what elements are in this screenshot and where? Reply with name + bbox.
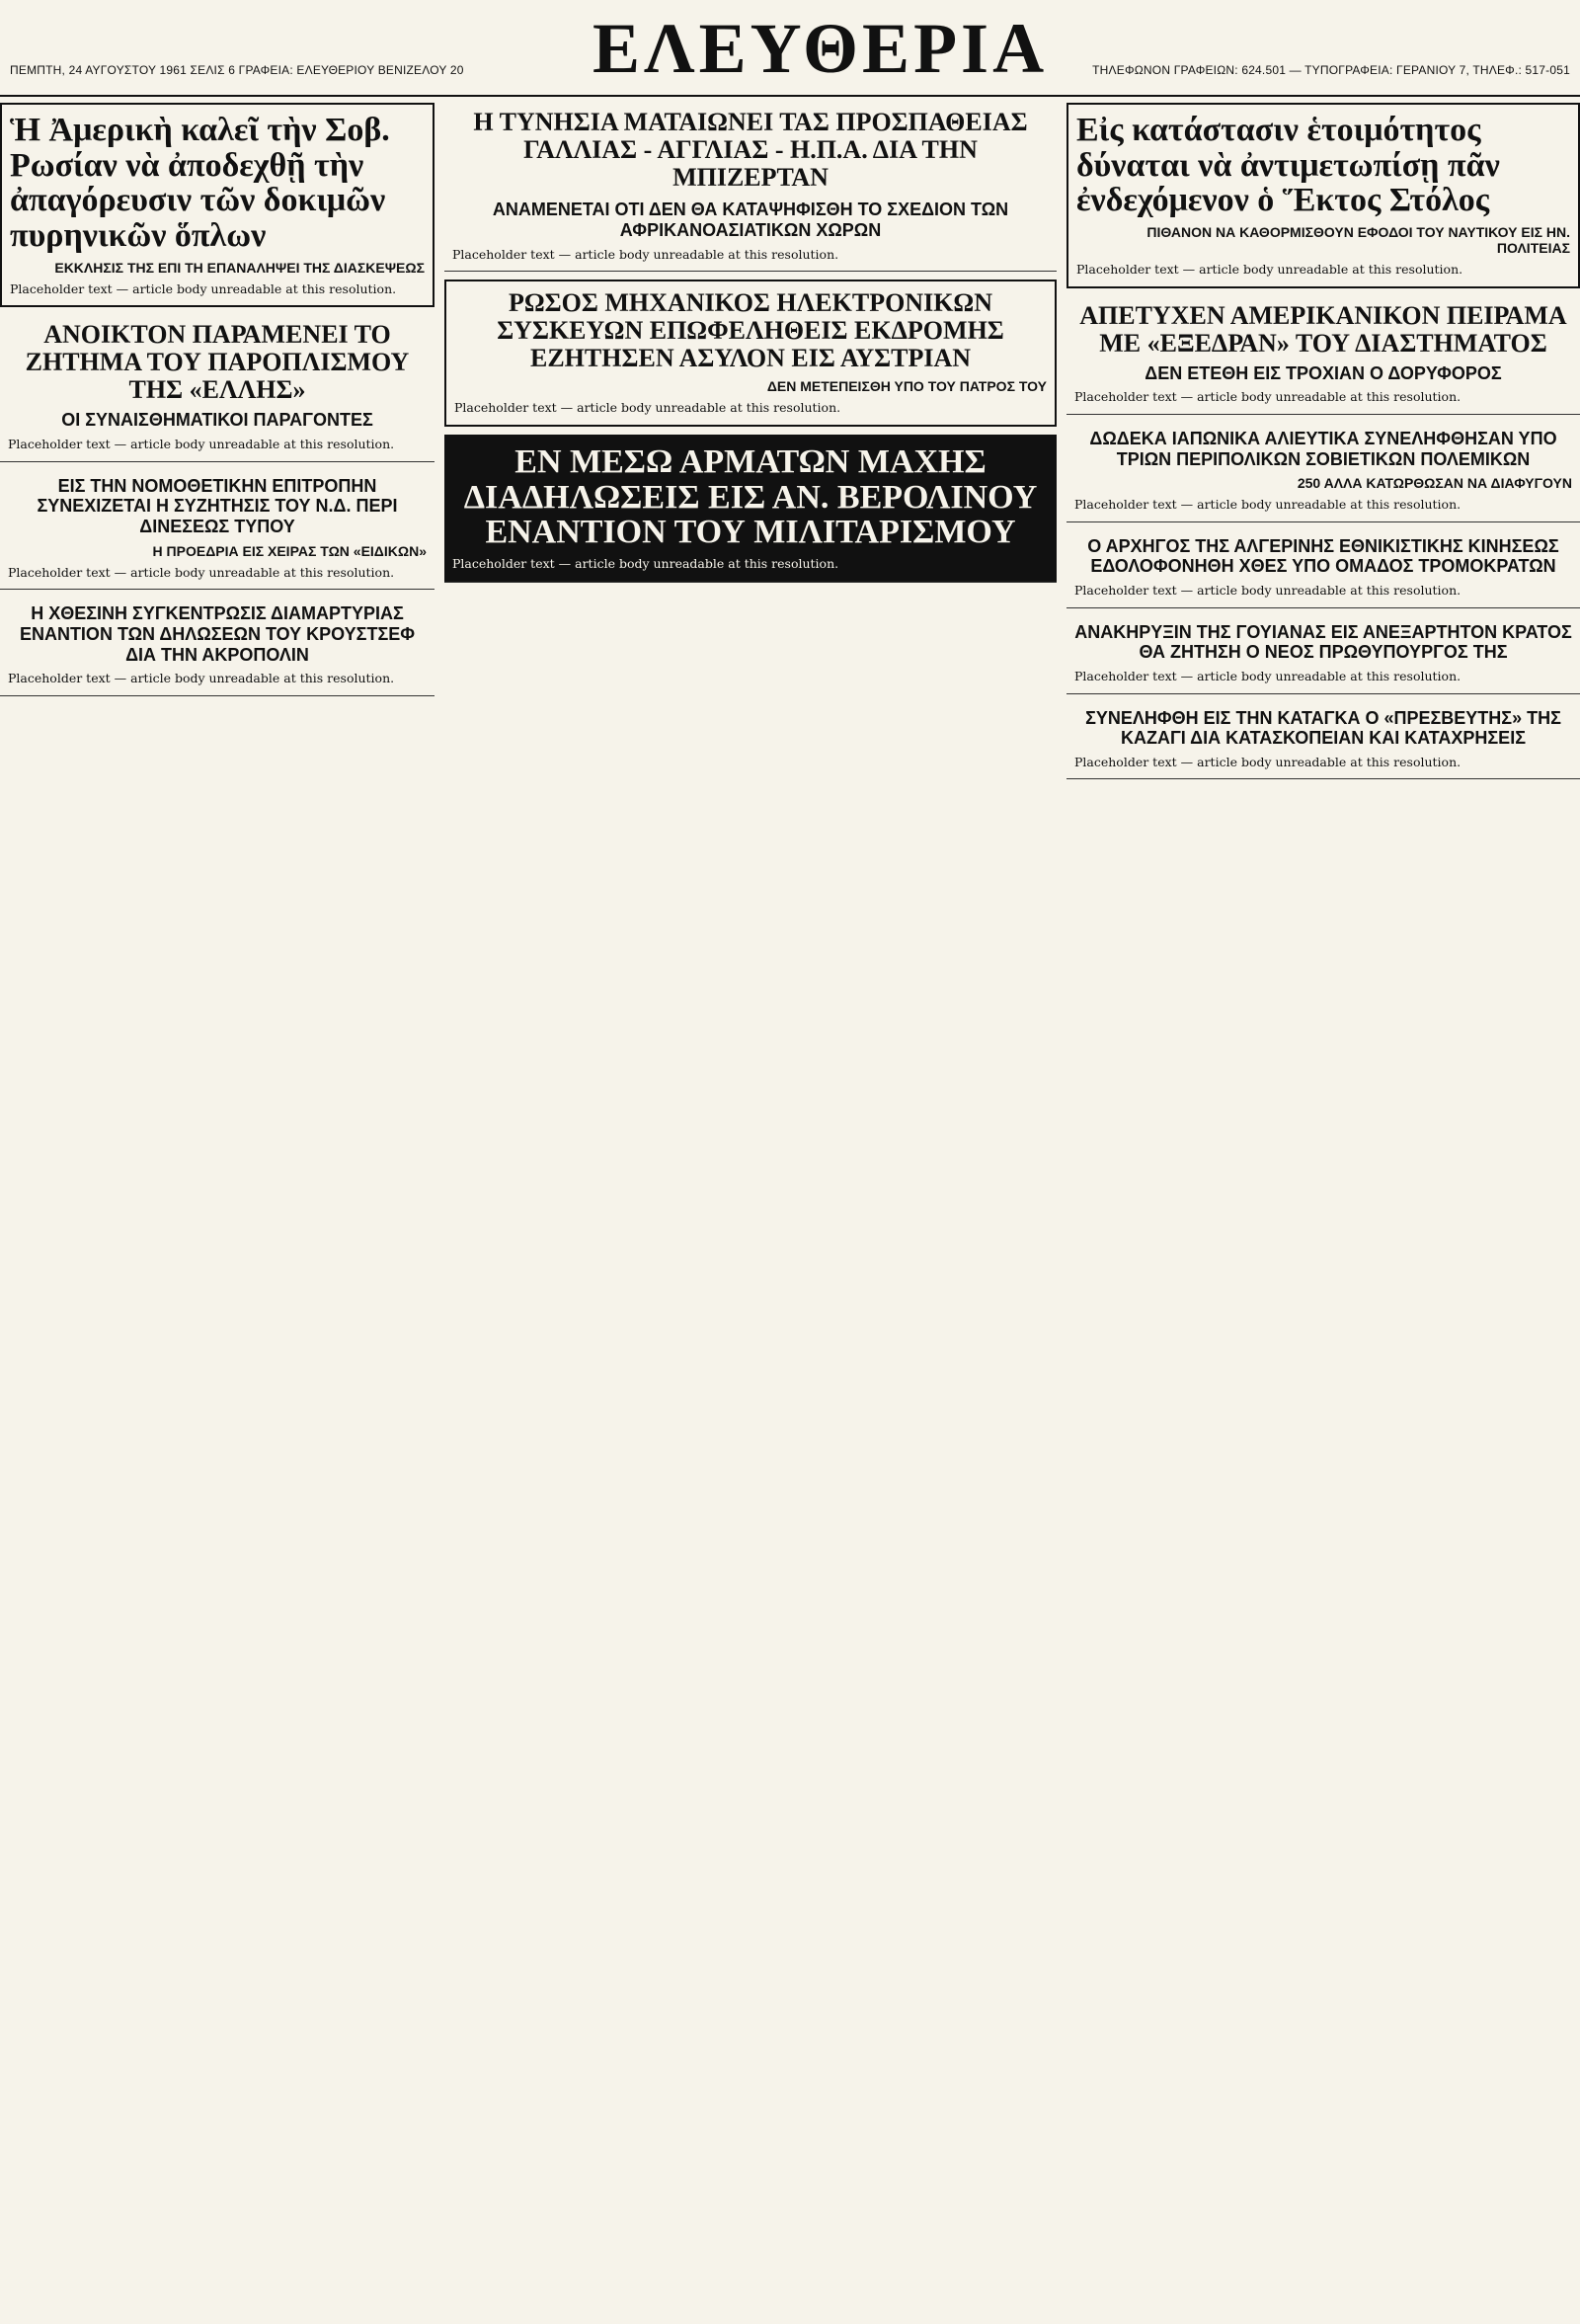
left-article-3-headline: Η ΧΘΕΣΙΝΗ ΣΥΓΚΕΝΤΡΩΣΙΣ ΔΙΑΜΑΡΤΥΡΙΑΣ ΕΝΑΝΤΙΟΝ ΤΩΝ ΔΗΛΩΣΕΩΝ ΤΟΥ ΚΡΟΥΣΤΣΕΦ ΔΙΑ ΤΗΝ ΑΚΡΟΠΟΛΙΝ <box>19 603 416 665</box>
phone-line: ΤΗΛΕΦΩΝΟΝ ΓΡΑΦΕΙΩΝ: 624.501 — ΤΥΠΟΓΡΑΦΕΙΑ: ΓΕΡΑΝΙΟΥ 7, ΤΗΛΕΦ.: 517-051 <box>1092 63 1570 77</box>
center-article-2 <box>444 435 1057 584</box>
left-article-0-headline: Ἡ Ἀμερικὴ καλεῖ τὴν Σοβ. Ρωσίαν νὰ ἀποδεχθῇ τὴν ἀπαγόρευσιν τῶν δοκιμῶν πυρηνικῶν ὅπλων <box>10 112 390 255</box>
left-column <box>0 103 434 2324</box>
center-article-0-subhead: ΑΝΑΜΕΝΕΤΑΙ ΟΤΙ ΔΕΝ ΘΑ ΚΑΤΑΨΗΦΙΣΘΗ ΤΟ ΣΧΕΔΙΟΝ ΤΩΝ ΑΦΡΙΚΑΝΟΑΣΙΑΤΙΚΩΝ ΧΩΡΩΝ <box>492 200 1009 240</box>
left-article-0-body: Placeholder text — article body unreadable at this resolution. <box>10 280 397 296</box>
right-article-2-subhead: 250 ΑΛΛΑ ΚΑΤΩΡΘΩΣΑΝ ΝΑ ΔΙΑΦΥΓΟΥΝ <box>1297 475 1572 492</box>
center-article-1-subhead: ΔΕΝ ΜΕΤΕΠΕΙΣΘΗ ΥΠΟ ΤΟΥ ΠΑΤΡΟΣ ΤΟΥ <box>766 378 1047 395</box>
right-article-0-body: Placeholder text — article body unreadable at this resolution. <box>1076 262 1463 278</box>
right-article-1-subhead: ΔΕΝ ΕΤΕΘΗ ΕΙΣ ΤΡΟΧΙΑΝ Ο ΔΟΡΥΦΟΡΟΣ <box>1145 362 1502 383</box>
center-article-1 <box>444 280 1057 427</box>
left-article-1-headline: ΑΝΟΙΚΤΟΝ ΠΑΡΑΜΕΝΕΙ ΤΟ ΖΗΤΗΜΑ ΤΟΥ ΠΑΡΟΠΛΙΣΜΟΥ ΤΗΣ «ΕΛΛΗΣ» <box>25 320 410 405</box>
left-article-2-body: Placeholder text — article body unreadable at this resolution. <box>8 564 395 580</box>
center-article-2-headline: ΕΝ ΜΕΣΩ ΑΡΜΑΤΩΝ ΜΑΧΗΣ ΔΙΑΔΗΛΩΣΕΙΣ ΕΙΣ ΑΝ. ΒΕΡΟΛΙΝΟΥ ΕΝΑΝΤΙΟΝ ΤΟΥ ΜΙΛΙΤΑΡΙΣΜΟΥ <box>463 442 1038 551</box>
right-article-1 <box>1066 296 1580 415</box>
center-column <box>444 103 1057 2324</box>
center-article-0 <box>444 103 1057 272</box>
left-article-0-subhead: ΕΚΚΛΗΣΙΣ ΤΗΣ ΕΠΙ ΤΗ ΕΠΑΝΑΛΗΨΕΙ ΤΗΣ ΔΙΑΣΚΕΨΕΩΣ <box>54 259 425 276</box>
top-rule <box>0 95 1580 97</box>
right-article-3-body: Placeholder text — article body unreadable at this resolution. <box>1074 583 1462 599</box>
right-article-5-body: Placeholder text — article body unreadable at this resolution. <box>1074 754 1462 769</box>
center-article-1-headline: ΡΩΣΟΣ ΜΗΧΑΝΙΚΟΣ ΗΛΕΚΤΡΟΝΙΚΩΝ ΣΥΣΚΕΥΩΝ ΕΠΩΦΕΛΗΘΕΙΣ ΕΚΔΡΟΜΗΣ ΕΖΗΤΗΣΕΝ ΑΣΥΛΟΝ ΕΙΣ ΑΥΣΤΡΙΑΝ <box>497 288 1004 373</box>
right-article-4 <box>1066 616 1580 694</box>
center-article-2-body: Placeholder text — article body unreadable at this resolution. <box>452 555 839 571</box>
center-article-0-body: Placeholder text — article body unreadable at this resolution. <box>452 246 839 262</box>
right-article-0-subhead: ΠΙΘΑΝΟΝ ΝΑ ΚΑΘΟΡΜΙΣΘΟΥΝ ΕΦΟΔΟΙ ΤΟΥ ΝΑΥΤΙΚΟΥ ΕΙΣ ΗΝ. ΠΟΛΙΤΕΙΑΣ <box>1146 224 1570 257</box>
left-article-3-body: Placeholder text — article body unreadable at this resolution. <box>8 671 395 686</box>
right-article-4-headline: ΑΝΑΚΗΡΥΞΙΝ ΤΗΣ ΓΟΥΙΑΝΑΣ ΕΙΣ ΑΝΕΞΑΡΤΗΤΟΝ ΚΡΑΤΟΣ ΘΑ ΖΗΤΗΣΗ Ο ΝΕΟΣ ΠΡΩΘΥΠΟΥΡΓΟΣ ΤΗΣ <box>1074 621 1572 663</box>
right-article-5-headline: ΣΥΝΕΛΗΦΘΗ ΕΙΣ ΤΗΝ ΚΑΤΑΓΚΑ Ο «ΠΡΕΣΒΕΥΤΗΣ» ΤΗΣ ΚΑΖΑΓΙ ΔΙΑ ΚΑΤΑΣΚΟΠΕΙΑΝ ΚΑΙ ΚΑΤΑΧΡΗΣΕΙΣ <box>1085 707 1561 749</box>
left-article-2 <box>0 470 434 591</box>
center-article-1-body: Placeholder text — article body unreadable at this resolution. <box>454 400 841 416</box>
right-article-4-body: Placeholder text — article body unreadable at this resolution. <box>1074 669 1462 684</box>
right-article-5 <box>1066 702 1580 780</box>
right-article-2 <box>1066 423 1580 522</box>
left-article-2-headline: ΕΙΣ ΤΗΝ ΝΟΜΟΘΕΤΙΚΗΝ ΕΠΙΤΡΟΠΗΝ ΣΥΝΕΧΙΖΕΤΑΙ Η ΣΥΖΗΤΗΣΙΣ ΤΟΥ Ν.Δ. ΠΕΡΙ ΔΙΝΕΣΕΩΣ ΤΥΠΟΥ <box>37 475 398 537</box>
right-article-3-headline: Ο ΑΡΧΗΓΟΣ ΤΗΣ ΑΛΓΕΡΙΝΗΣ ΕΘΝΙΚΙΣΤΙΚΗΣ ΚΙΝΗΣΕΩΣ ΕΔΟΛΟΦΟΝΗΘΗ ΧΘΕΣ ΥΠΟ ΟΜΑΔΟΣ ΤΡΟΜΟΚΡΑΤΩΝ <box>1087 535 1559 577</box>
right-article-0 <box>1066 103 1580 288</box>
center-article-0-headline: Η ΤΥΝΗΣΙΑ ΜΑΤΑΙΩΝΕΙ ΤΑΣ ΠΡΟΣΠΑΘΕΙΑΣ ΓΑΛΛΙΑΣ - ΑΓΓΛΙΑΣ - Η.Π.Α. ΔΙΑ ΤΗΝ ΜΠΙΖΕΡΤΑΝ <box>473 108 1028 193</box>
right-article-2-body: Placeholder text — article body unreadable at this resolution. <box>1074 497 1462 513</box>
right-column <box>1066 103 1580 2324</box>
right-article-1-headline: ΑΠΕΤΥΧΕΝ ΑΜΕΡΙΚΑΝΙΚΟΝ ΠΕΙΡΑΜΑ ΜΕ «ΕΞΕΔΡΑΝ» ΤΟΥ ΔΙΑΣΤΗΜΑΤΟΣ <box>1079 300 1567 358</box>
right-article-0-headline: Εἰς κατάστασιν ἑτοιμότητος δύναται νὰ ἀντιμετωπίσῃ πᾶν ἐνδεχόμενον ὁ Ἕκτος Στόλος <box>1076 112 1500 219</box>
left-article-1-body: Placeholder text — article body unreadable at this resolution. <box>8 437 395 452</box>
right-article-2-headline: ΔΩΔΕΚΑ ΙΑΠΩΝΙΚΑ ΑΛΙΕΥΤΙΚΑ ΣΥΝΕΛΗΦΘΗΣΑΝ ΥΠΟ ΤΡΙΩΝ ΠΕΡΙΠΟΛΙΚΩΝ ΣΟΒΙΕΤΙΚΩΝ ΠΟΛΕΜΙΚΩΝ <box>1089 428 1557 469</box>
left-article-2-subhead: Η ΠΡΟΕΔΡΙΑ ΕΙΣ ΧΕΙΡΑΣ ΤΩΝ «ΕΙΔΙΚΩΝ» <box>152 542 427 559</box>
left-article-3 <box>0 598 434 696</box>
left-article-1 <box>0 315 434 461</box>
right-article-3 <box>1066 530 1580 608</box>
date-line: ΠΕΜΠΤΗ, 24 ΑΥΓΟΥΣΤΟΥ 1961 ΣΕΛΙΣ 6 ΓΡΑΦΕΙΑ: ΕΛΕΥΘΕΡΙΟΥ ΒΕΝΙΖΕΛΟΥ 20 <box>10 63 464 77</box>
left-article-1-subhead: ΟΙ ΣΥΝΑΙΣΘΗΜΑΤΙΚΟΙ ΠΑΡΑΓΟΝΤΕΣ <box>61 410 373 431</box>
left-article-0 <box>0 103 434 307</box>
right-article-1-body: Placeholder text — article body unreadable at this resolution. <box>1074 389 1462 405</box>
masthead: ΕΛΕΥΘΕΡΙΑ <box>592 9 1049 88</box>
top-bar <box>0 0 1580 95</box>
